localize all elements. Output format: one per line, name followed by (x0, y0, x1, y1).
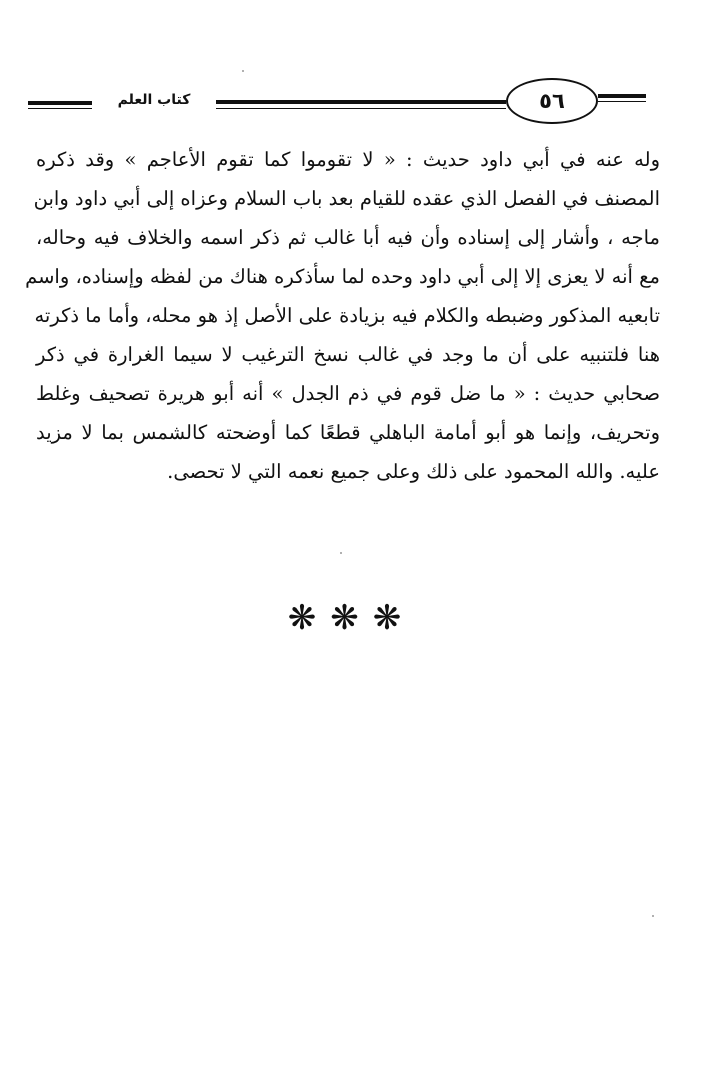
scan-speck (242, 70, 244, 72)
header-rule-left (28, 101, 92, 105)
text-line: وتحريف، وإنما هو أبو أمامة الباهلي قطعًا كما أوضحته كالشمس بما لا مزيد (36, 421, 660, 444)
text-line: المصنف في الفصل الذي عقده للقيام بعد باب السلام وعزاه إلى أبي داود وابن (33, 187, 660, 210)
body-paragraph (25, 140, 660, 491)
scan-speck (340, 552, 342, 554)
section-ornament-icon: ❋❋❋ (287, 598, 416, 638)
header-rule-right (598, 94, 646, 98)
scan-speck (652, 915, 654, 917)
text-line: صحابي حديث : « ما ضل قوم في ذم الجدل » أنه أبو هريرة تصحيف وغلط (36, 382, 660, 405)
header-rule-right-thin (598, 101, 646, 102)
text-line: تابعيه المذكور وضبطه والكلام فيه بزيادة على الأصل إذ هو محله، وأما ما ذكرته (34, 304, 660, 327)
text-line-last: عليه. والله المحمود على ذلك وعلى جميع نعمه التي لا تحصى. (167, 460, 660, 483)
header-rule-left-thin (28, 108, 92, 109)
text-line: هنا فلتنبيه على أن ما وجد في غالب نسخ الترغيب لا سيما الغرارة في ذكر (36, 343, 660, 366)
header-rule-middle-thin (216, 108, 506, 109)
text-line: مع أنه لا يعزى إلا إلى أبي داود وحده لما سأذكره هناك من لفظه وإسناده، واسم (25, 265, 660, 288)
text-line: وله عنه في أبي داود حديث : « لا تقوموا كما تقوم الأعاجم » وقد ذكره (36, 148, 660, 171)
page-number: ٥٦ (539, 89, 565, 113)
text-line: ماجه ، وأشار إلى إسناده وأن فيه أبا غالب ثم ذكر اسمه والخلاف فيه وحاله، (36, 226, 660, 249)
running-title: كتاب العلم (117, 92, 191, 108)
header-rule-middle (216, 100, 506, 104)
page-number-oval (506, 78, 598, 124)
